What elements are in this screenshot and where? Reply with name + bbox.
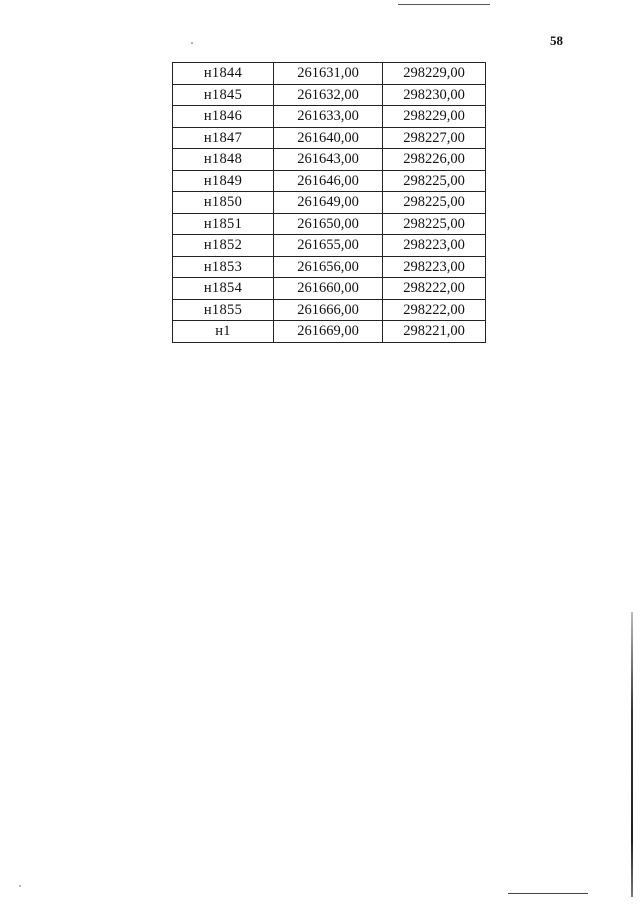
table-row <box>173 256 486 278</box>
point-id-cell: н1846 <box>173 106 274 128</box>
table-row <box>173 170 486 192</box>
scan-artifact-top-line <box>398 4 490 5</box>
page-number: 58 <box>550 33 563 48</box>
y-coordinate-cell: 298229,00 <box>383 106 486 128</box>
x-coordinate-cell: 261650,00 <box>274 213 383 235</box>
y-coordinate-cell: 298229,00 <box>383 63 486 85</box>
table-row <box>173 149 486 171</box>
table-row <box>173 299 486 321</box>
point-id-cell: н1848 <box>173 149 274 171</box>
x-coordinate-cell: 261649,00 <box>274 192 383 214</box>
table-row <box>173 127 486 149</box>
table-row <box>173 63 486 85</box>
y-coordinate-cell: 298222,00 <box>383 299 486 321</box>
point-id-cell: н1855 <box>173 299 274 321</box>
x-coordinate-cell: 261640,00 <box>274 127 383 149</box>
scan-speck <box>19 885 21 887</box>
x-coordinate-cell: 261655,00 <box>274 235 383 257</box>
point-id-cell: н1852 <box>173 235 274 257</box>
y-coordinate-cell: 298223,00 <box>383 235 486 257</box>
y-coordinate-cell: 298230,00 <box>383 84 486 106</box>
point-id-cell: н1 <box>173 321 274 343</box>
x-coordinate-cell: 261632,00 <box>274 84 383 106</box>
point-id-cell: н1844 <box>173 63 274 85</box>
table-row <box>173 84 486 106</box>
coordinates-table <box>172 62 486 343</box>
scan-artifact-right-edge <box>631 612 633 897</box>
x-coordinate-cell: 261643,00 <box>274 149 383 171</box>
y-coordinate-cell: 298227,00 <box>383 127 486 149</box>
scan-artifact-bottom-line <box>508 893 588 894</box>
scan-speck <box>191 42 193 44</box>
y-coordinate-cell: 298225,00 <box>383 213 486 235</box>
x-coordinate-cell: 261633,00 <box>274 106 383 128</box>
point-id-cell: н1849 <box>173 170 274 192</box>
table-row <box>173 213 486 235</box>
x-coordinate-cell: 261660,00 <box>274 278 383 300</box>
y-coordinate-cell: 298226,00 <box>383 149 486 171</box>
x-coordinate-cell: 261666,00 <box>274 299 383 321</box>
table-row <box>173 321 486 343</box>
x-coordinate-cell: 261646,00 <box>274 170 383 192</box>
point-id-cell: н1845 <box>173 84 274 106</box>
point-id-cell: н1851 <box>173 213 274 235</box>
y-coordinate-cell: 298222,00 <box>383 278 486 300</box>
point-id-cell: н1853 <box>173 256 274 278</box>
y-coordinate-cell: 298221,00 <box>383 321 486 343</box>
x-coordinate-cell: 261631,00 <box>274 63 383 85</box>
point-id-cell: н1847 <box>173 127 274 149</box>
table-row <box>173 278 486 300</box>
x-coordinate-cell: 261669,00 <box>274 321 383 343</box>
y-coordinate-cell: 298223,00 <box>383 256 486 278</box>
table-row <box>173 192 486 214</box>
table-row <box>173 106 486 128</box>
point-id-cell: н1854 <box>173 278 274 300</box>
coordinates-table-body <box>173 63 486 343</box>
y-coordinate-cell: 298225,00 <box>383 170 486 192</box>
table-row <box>173 235 486 257</box>
y-coordinate-cell: 298225,00 <box>383 192 486 214</box>
point-id-cell: н1850 <box>173 192 274 214</box>
x-coordinate-cell: 261656,00 <box>274 256 383 278</box>
